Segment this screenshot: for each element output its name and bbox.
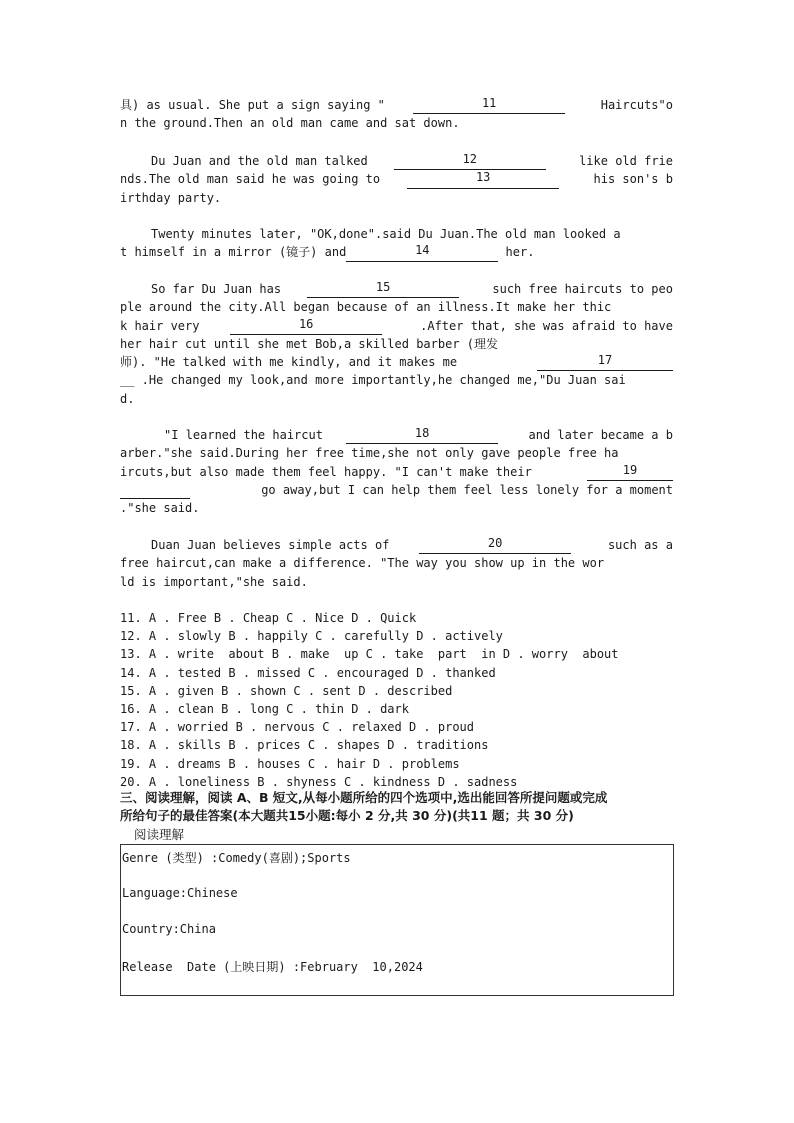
text: n the ground.Then an old man came and sat down. <box>120 116 460 131</box>
text: ."she said. <box>120 501 200 516</box>
text: 师). "He talked with me kindly, and it makes me <box>120 355 458 370</box>
text: ld is important,"she said. <box>120 574 308 589</box>
language-line: Language:Chinese <box>122 886 238 900</box>
passage-paragraph-3 <box>120 225 673 262</box>
text: ircuts,but also made them feel happy. "I can't make their <box>120 464 532 479</box>
option-line-12: 12. A . slowly B . happily C . carefully D . actively <box>120 629 503 644</box>
option-line-20: 20. A . loneliness B . shyness C . kindness D . sadness <box>120 774 518 789</box>
text: like old frie <box>571 154 673 168</box>
text: Haircuts"o <box>593 98 673 112</box>
option-line-16: 16. A . clean B . long C . thin D . dark <box>120 702 409 717</box>
movie-info-box <box>120 844 674 996</box>
text: __ .He changed my look,and more importantly,he changed me,"Du Juan sai <box>120 373 626 388</box>
text: go away,but I can help them feel less lonely for a moment <box>253 482 673 497</box>
blank-15: 15 <box>307 280 459 298</box>
section-title <box>120 789 680 825</box>
text: k hair very <box>120 318 200 333</box>
section-title-line-1: 三、阅读理解，阅读 A、B 短文,从每小题所给的四个选项中,选出能回答所提问题或完成 <box>120 790 608 805</box>
text: d. <box>120 391 135 406</box>
option-line-15: 15. A . given B . shown C . sent D . described <box>120 683 453 698</box>
section-title-line-2: 所给句子的最佳答案(本大题共15小题:每小 2 分,共 30 分)(共11 题；共 30 分) <box>120 808 574 823</box>
text: nds.The old man said he was going to <box>120 172 381 187</box>
text: free haircut,can make a difference. "The way you show up in the wor <box>120 556 605 571</box>
option-line-18: 18. A . skills B . prices C . shapes D . traditions <box>120 738 489 753</box>
text: irthday party. <box>120 190 222 205</box>
text: "I learned the haircut <box>164 428 323 442</box>
answer-options <box>120 609 619 791</box>
genre-line: Genre (类型) :Comedy(喜剧);Sports <box>122 851 351 865</box>
blank-11: 11 <box>413 96 565 114</box>
option-line-11: 11. A . Free B . Cheap C . Nice D . Quick <box>120 611 417 625</box>
passage-paragraph-6 <box>120 536 673 591</box>
text: .After that, she was afraid to have <box>412 318 673 333</box>
text: arber."she said.During her free time,she not only gave people free ha <box>120 446 619 461</box>
country-line: Country:China <box>122 922 216 936</box>
text: such as a <box>600 538 673 552</box>
blank-19: 19 <box>587 463 673 481</box>
passage-paragraph-4 <box>120 280 673 408</box>
blank-19-continued <box>120 481 190 499</box>
passage-paragraph-5 <box>120 426 673 517</box>
passage-paragraph-2 <box>120 152 673 207</box>
blank-13: 13 <box>407 170 559 188</box>
text: So far Du Juan has <box>151 282 282 296</box>
text: 具) as usual. She put a sign saying " <box>120 98 385 112</box>
option-line-17: 17. A . worried B . nervous C . relaxed D . proud <box>120 720 475 735</box>
blank-12: 12 <box>394 152 546 170</box>
passage-paragraph-1 <box>120 96 673 133</box>
text: t himself in a mirror (镜子) and <box>120 245 347 260</box>
option-line-13: 13. A . write about B . make up C . take part in D . worry about <box>120 647 619 662</box>
text: Duan Juan believes simple acts of <box>151 538 390 552</box>
option-line-14: 14. A . tested B . missed C . encouraged D . thanked <box>120 665 496 680</box>
blank-17: 17 <box>537 353 673 371</box>
release-date-line: Release Date (上映日期) :February 10,2024 <box>122 960 423 974</box>
blank-18: 18 <box>346 426 498 444</box>
text: her. <box>498 245 535 260</box>
blank-16: 16 <box>230 317 382 335</box>
text: and later became a b <box>521 428 673 442</box>
reading-label: 阅读理解 <box>134 827 185 842</box>
text: such free haircuts to peo <box>485 282 673 296</box>
blank-14: 14 <box>346 243 498 261</box>
text: his son's b <box>586 172 673 187</box>
option-line-19: 19. A . dreams B . houses C . hair D . problems <box>120 756 460 771</box>
blank-20: 20 <box>419 536 571 554</box>
text: Twenty minutes later, "OK,done".said Du Juan.The old man looked a <box>151 227 621 241</box>
text: her hair cut until she met Bob,a skilled barber (理发 <box>120 336 499 351</box>
text: Du Juan and the old man talked <box>151 154 368 168</box>
text: ple around the city.All began because of an illness.It make her thic <box>120 300 612 315</box>
